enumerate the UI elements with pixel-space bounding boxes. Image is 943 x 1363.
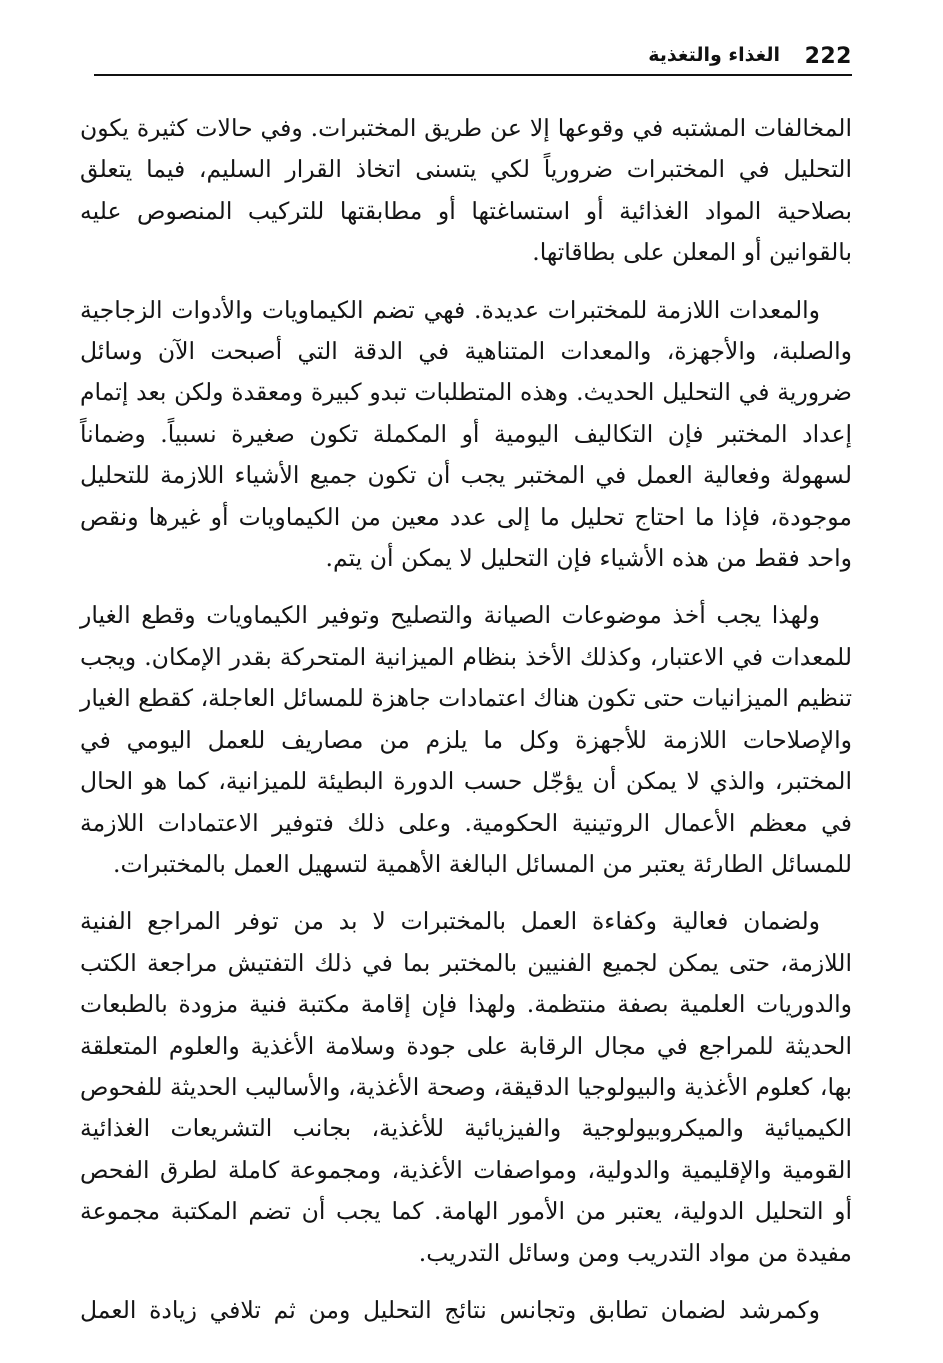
page-number: 222 xyxy=(804,44,852,69)
paragraph-maintenance-budget: ولهذا يجب أخذ موضوعات الصيانة والتصليح وتوفير الكيماويات وقطع الغيار للمعدات في الاعتبار، وكذلك الأخذ بنظام الميزانية المتحركة بقدر الإمكان. ويجب تنظيم الميزانيات حتى تكون هناك اعتمادات جاهزة للمسائل العاجلة، كقطع الغيار والإصلاحات اللازمة للأجهزة وكل ما يلزم من مصاريف للعمل اليومي في المختبر، والذي لا يمكن أن يؤجّل حسب الدورة البطيئة للميزانية، كما هو الحال في معظم الأعمال الروتينية الحكومية. وعلى ذلك فتوفير الاعتمادات اللازمة للمسائل الطارئة يعتبر من المسائل البالغة الأهمية لتسهيل العمل بالمختبرات. xyxy=(80,601,852,878)
paragraph-guidance: وكمرشد لضمان تطابق وتجانس نتائج التحليل ومن ثم تلافي زيادة العمل xyxy=(80,1295,820,1324)
header-rule xyxy=(94,74,852,76)
paragraph-technical-library: ولضمان فعالية وكفاءة العمل بالمختبرات لا بد من توفر المراجع الفنية اللازمة، حتى يمكن لجميع الفنيين بالمختبر بما في ذلك التفتيش مراجعة الكتب والدوريات العلمية بصفة منتظمة. ولهذا فإن إقامة مكتبة فنية مزودة بالطبعات الحديثة للمراجع في مجال الرقابة على جودة وسلامة الأغذية والعلوم المتعلقة بها، كعلوم الأغذية والبيولوجيا الدقيقة، وصحة الأغذية، والأساليب الحديثة للفحوص الكيميائية والميكروبيولوجية والفيزيائية للأغذية، بجانب التشريعات الغذائية القومية والإقليمية والدولية، ومواصفات الأغذية، ومجموعة كاملة لطرق الفحص أو التحليل الدولية، يعتبر من الأمور الهامة. كما يجب أن تضم المكتبة مجموعة مفيدة من مواد التدريب ومن وسائل التدريب. xyxy=(80,907,852,1267)
paragraph-continued: المخالفات المشتبه في وقوعها إلا عن طريق المختبرات. وفي حالات كثيرة يكون التحليل في المختبرات ضرورياً لكي يتسنى اتخاذ القرار السليم، فيما يتعلق بصلاحية المواد الغذائية أو استساغتها أو مطابقتها للتركيب المنصوص عليه بالقوانين أو المعلن على بطاقاتها. xyxy=(80,114,852,267)
running-title: الغذاء والتغذية xyxy=(648,44,780,66)
body-text xyxy=(80,108,852,1331)
paragraph-lab-equipment: والمعدات اللازمة للمختبرات عديدة. فهي تضم الكيماويات والأدوات الزجاجية والصلبة، والأجهزة، والمعدات المتناهية في الدقة التي أصبحت الآن وسائل ضرورية في التحليل الحديث. وهذه المتطلبات تبدو كبيرة ومعقدة ولكن بعد إتمام إعداد المختبر فإن التكاليف اليومية أو المكملة تكون صغيرة نسبياً. وضماناً لسهولة وفعالية العمل في المختبر يجب أن تكون جميع الأشياء اللازمة للتحليل موجودة، فإذا ما احتاج تحليل ما إلى عدد معين من الكيماويات أو غيرها ونقص واحد فقط من هذه الأشياء فإن التحليل لا يمكن أن يتم. xyxy=(80,295,852,573)
running-header xyxy=(94,40,852,76)
